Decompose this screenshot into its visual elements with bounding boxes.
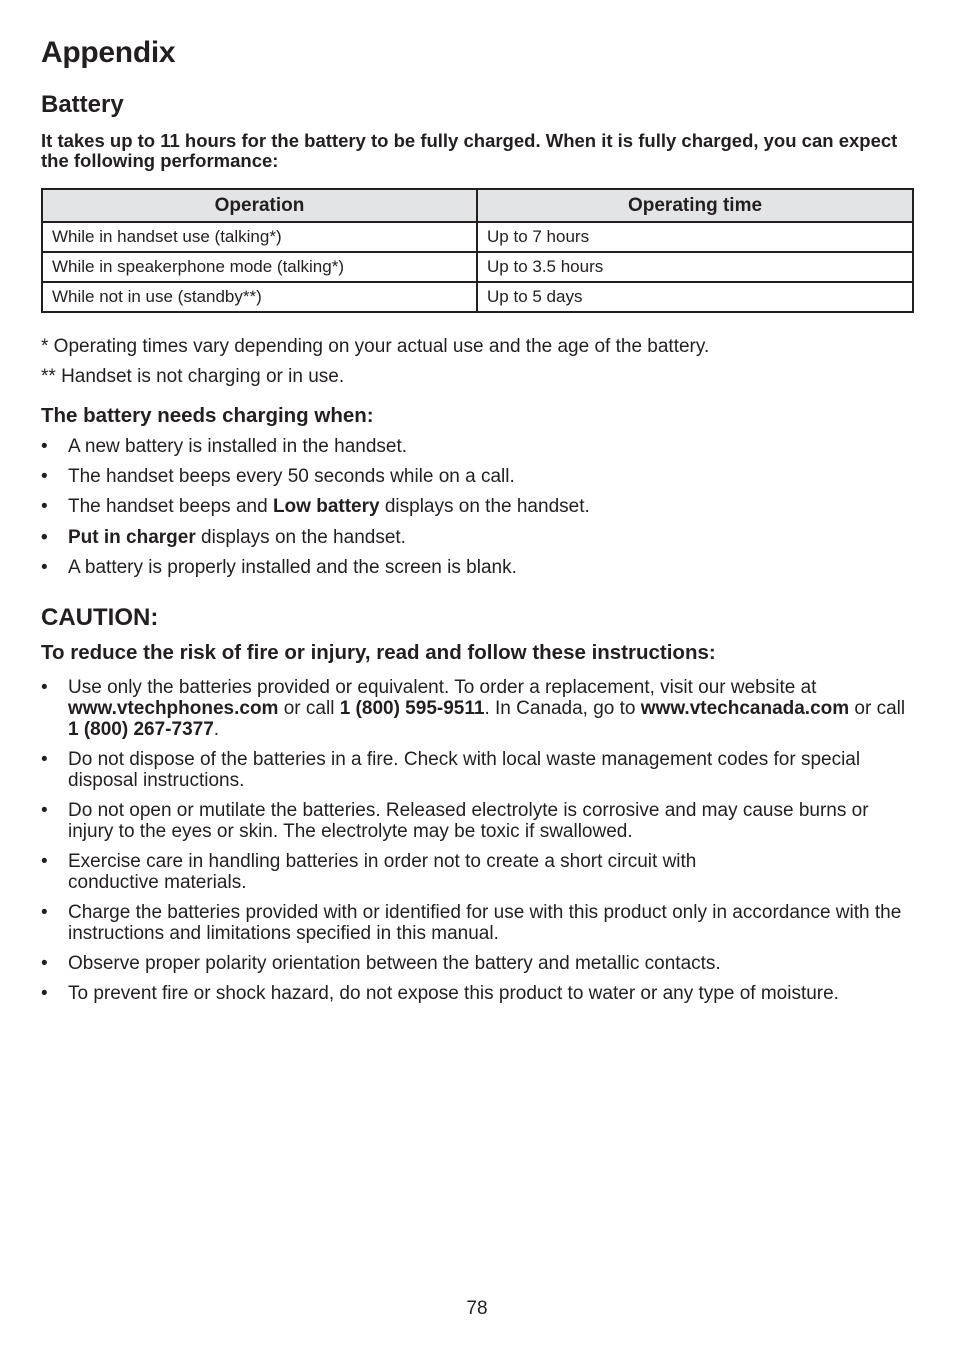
charging-heading: The battery needs charging when: — [41, 404, 374, 427]
website-link-us: www.vtechphones.com — [68, 698, 279, 719]
caution-heading: CAUTION: — [41, 604, 159, 631]
safety-list — [41, 677, 914, 1013]
bullet: • — [41, 749, 48, 770]
bullet: • — [41, 496, 48, 518]
list-item-text: Do not open or mutilate the batteries. Released electrolyte is corrosive and may cause burns or injury to the eyes or skin. The electrolyte may be toxic if swallowed. — [68, 800, 869, 842]
list-item — [41, 749, 914, 791]
list-item-text: Charge the batteries provided with or identified for use with this product only in accordance with the instructions and limitations specified in this manual. — [68, 902, 902, 944]
list-item-bold-text: Put in charger — [68, 526, 196, 548]
bullet: • — [41, 677, 48, 698]
website-link-canada: www.vtechcanada.com — [640, 698, 850, 719]
list-item — [41, 983, 914, 1004]
bullet: • — [41, 953, 48, 974]
list-item-text: Observe proper polarity orientation between the battery and metallic contacts. — [68, 953, 721, 974]
list-item-text: displays on the handset. — [195, 526, 406, 548]
list-item — [41, 466, 914, 496]
column-header-operation: Operation — [42, 189, 477, 222]
column-header-operating-time: Operating time — [477, 189, 913, 222]
footnote: ** Handset is not charging or in use. — [41, 366, 345, 387]
list-item-text: A battery is properly installed and the screen is blank. — [68, 556, 517, 578]
bullet: • — [41, 556, 48, 578]
list-item-text: Use only the batteries provided or equivalent. To order a replacement, visit our website at — [68, 677, 817, 698]
table-cell: Up to 5 days — [477, 282, 913, 312]
table-cell: While in speakerphone mode (talking*) — [42, 252, 477, 282]
charging-list — [41, 436, 914, 587]
bullet: • — [41, 800, 48, 821]
list-item-text: or call — [278, 698, 340, 719]
list-item-bold-text: Low battery — [272, 496, 380, 518]
table-cell: Up to 7 hours — [477, 222, 913, 252]
list-item — [41, 953, 914, 974]
bullet: • — [41, 436, 48, 457]
list-item-text: . In Canada, go to — [484, 698, 641, 719]
table-row — [42, 282, 913, 312]
table-row — [42, 222, 913, 252]
table-row — [42, 252, 913, 282]
table-cell: Up to 3.5 hours — [477, 252, 913, 282]
list-item-text: or call — [849, 698, 906, 719]
list-item-text: . — [213, 719, 220, 740]
phone-number-canada: 1 (800) 267-7377 — [68, 719, 214, 740]
phone-number-us: 1 (800) 595-9511 — [339, 698, 485, 719]
list-item — [41, 851, 914, 893]
table-cell: While in handset use (talking*) — [42, 222, 477, 252]
footnote: * Operating times vary depending on your actual use and the age of the battery. — [41, 336, 710, 357]
bullet: • — [41, 983, 48, 1004]
list-item-text: conductive materials. — [68, 872, 247, 893]
list-item — [41, 436, 914, 466]
list-item-text: The handset beeps and — [68, 496, 273, 518]
page-title: Appendix — [41, 36, 176, 69]
list-item — [41, 496, 914, 526]
bullet: • — [41, 466, 48, 488]
section-title: Battery — [41, 91, 124, 118]
list-item-text: Do not dispose of the batteries in a fire. Check with local waste management codes for special disposal instructions. — [68, 749, 861, 791]
list-item-text: A new battery is installed in the handset. — [68, 436, 408, 457]
bullet: • — [41, 526, 48, 548]
page-number: 78 — [466, 1298, 488, 1319]
list-item-text: Exercise care in handling batteries in order not to create a short circuit with — [68, 851, 697, 872]
list-item-text: The handset beeps every 50 seconds while on a call. — [68, 466, 515, 488]
list-item — [41, 557, 914, 587]
list-item — [41, 902, 914, 944]
list-item-text: To prevent fire or shock hazard, do not expose this product to water or any type of moisture. — [68, 983, 839, 1004]
caution-subtitle: To reduce the risk of fire or injury, read and follow these instructions: — [41, 641, 716, 664]
table-cell: While not in use (standby**) — [42, 282, 477, 312]
bullet: • — [41, 851, 48, 872]
list-item — [41, 800, 914, 842]
battery-performance-table — [41, 188, 914, 313]
bullet: • — [41, 902, 48, 923]
list-item — [41, 677, 914, 740]
list-item — [41, 527, 914, 557]
intro-text: It takes up to 11 hours for the battery to be fully charged. When it is fully charged, you can expect the following performance: — [41, 130, 898, 171]
table-header-row — [42, 189, 913, 222]
list-item-text: displays on the handset. — [379, 496, 590, 518]
